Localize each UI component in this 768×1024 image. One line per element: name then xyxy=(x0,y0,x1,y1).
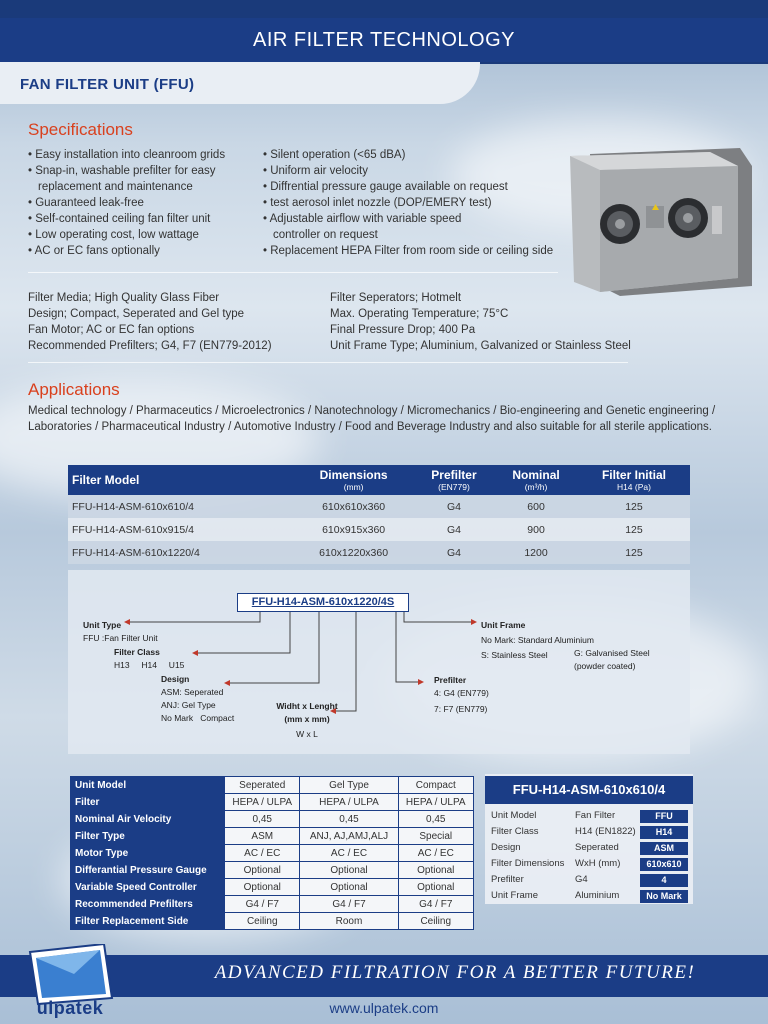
unit-frame-line: No Mark: Standard Aluminium xyxy=(481,635,594,645)
spec-value: AC / EC xyxy=(225,845,300,862)
example-desc: Fan Filter xyxy=(575,810,616,821)
prefilter-block xyxy=(434,674,489,716)
property-line: Filter Seperators; Hotmelt xyxy=(330,292,462,304)
unit-frame-title: Unit Frame xyxy=(481,620,526,630)
spec-table xyxy=(70,776,474,930)
cell-nominal: 600 xyxy=(494,495,578,518)
spec-label: Unit Model xyxy=(71,777,225,794)
unit-frame-extra-block xyxy=(574,647,650,673)
spec-value: ANJ, AJ,AMJ,ALJ xyxy=(300,828,398,845)
spec-row xyxy=(71,879,474,896)
spec-label: Motor Type xyxy=(71,845,225,862)
cell-dimensions: 610x610x360 xyxy=(293,495,413,518)
property-line: Recommended Prefilters; G4, F7 (EN779-2012) xyxy=(28,340,272,352)
logo-text: ulpatek xyxy=(36,998,104,1018)
spec-label: Recommended Prefilters xyxy=(71,896,225,913)
prefilter-title: Prefilter xyxy=(434,675,467,685)
unit-frame-line: G: Galvanised Steel xyxy=(574,648,650,658)
example-label: Prefilter xyxy=(491,874,524,885)
filter-class-block xyxy=(114,646,184,672)
spec-value: 0,45 xyxy=(225,811,300,828)
spec-value: Special xyxy=(398,828,474,845)
fan-filter-unit-image xyxy=(560,146,755,296)
design-title: Design xyxy=(161,674,190,684)
spec-label: Differantial Pressure Gauge xyxy=(71,862,225,879)
example-label: Design xyxy=(491,842,521,853)
bullet-item: controller on request xyxy=(273,229,378,241)
cell-dimensions: 610x1220x360 xyxy=(293,541,413,564)
example-desc: WxH (mm) xyxy=(575,858,621,869)
table-row xyxy=(68,518,690,541)
unit-frame-line: S: Stainless Steel xyxy=(481,650,548,660)
property-line: Design; Compact, Seperated and Gel type xyxy=(28,308,245,320)
example-label: Filter Dimensions xyxy=(491,858,565,869)
bullet-item: • AC or EC fans optionally xyxy=(28,245,160,257)
header-filter-model: Filter Model xyxy=(68,465,293,495)
page-subtitle: FAN FILTER UNIT (FFU) xyxy=(20,76,195,93)
spec-value: G4 / F7 xyxy=(225,896,300,913)
spec-label: Variable Speed Controller xyxy=(71,879,225,896)
spec-value: Ceiling xyxy=(225,913,300,930)
header-filter-initial: Filter Initial H14 (Pa) xyxy=(578,465,690,495)
example-title: FFU-H14-ASM-610x610/4 xyxy=(485,776,693,804)
specifications-heading: Specifications xyxy=(28,120,133,139)
spec-label: Filter Type xyxy=(71,828,225,845)
cell-nominal: 900 xyxy=(494,518,578,541)
example-desc: H14 (EN1822) xyxy=(575,826,636,837)
table-row xyxy=(68,541,690,564)
design-block xyxy=(161,673,234,725)
unit-type-line: FFU :Fan Filter Unit xyxy=(83,633,158,643)
spec-row xyxy=(71,913,474,930)
properties-left xyxy=(28,290,328,354)
bullet-item: • test aerosol inlet nozzle (DOP/EMERY test) xyxy=(263,197,492,209)
header-nominal: Nominal (m³/h) xyxy=(494,465,578,495)
spec-row xyxy=(71,777,474,794)
spec-value: HEPA / ULPA xyxy=(300,794,398,811)
cell-initial: 125 xyxy=(578,518,690,541)
design-line: ANJ: Gel Type xyxy=(161,700,216,710)
header-dimensions: Dimensions (mm) xyxy=(293,465,413,495)
spec-row xyxy=(71,828,474,845)
spec-value: Room xyxy=(300,913,398,930)
bullet-item: • Self-contained ceiling fan filter unit xyxy=(28,213,211,225)
applications-heading: Applications xyxy=(28,380,120,399)
property-line: Max. Operating Temperature; 75°C xyxy=(330,308,509,320)
spec-label: Filter Replacement Side xyxy=(71,913,225,930)
cell-dimensions: 610x915x360 xyxy=(293,518,413,541)
property-line: Unit Frame Type; Aluminium, Galvanized or Stainless Steel xyxy=(330,340,631,352)
example-code: No Mark xyxy=(640,890,688,903)
page-title: AIR FILTER TECHNOLOGY xyxy=(0,18,768,62)
unit-type-block xyxy=(83,619,158,645)
code-example: FFU-H14-ASM-610x1220/4S xyxy=(237,593,409,612)
spec-value: Optional xyxy=(300,879,398,896)
website-link[interactable]: www.ulpatek.com xyxy=(329,1000,439,1016)
spec-value: 0,45 xyxy=(300,811,398,828)
spec-label: Filter xyxy=(71,794,225,811)
spec-value: AC / EC xyxy=(398,845,474,862)
spec-value: Optional xyxy=(300,862,398,879)
spec-value: Optional xyxy=(225,879,300,896)
example-desc: G4 xyxy=(575,874,588,885)
bullet-item: • Replacement HEPA Filter from room side or ceiling side xyxy=(263,245,554,257)
spec-row xyxy=(71,896,474,913)
spec-label: Nominal Air Velocity xyxy=(71,811,225,828)
spec-row xyxy=(71,811,474,828)
spec-row xyxy=(71,845,474,862)
divider xyxy=(28,362,628,363)
cell-prefilter: G4 xyxy=(414,495,494,518)
bullet-item: • Uniform air velocity xyxy=(263,165,368,177)
example-label: Unit Model xyxy=(491,810,537,821)
cell-initial: 125 xyxy=(578,495,690,518)
cell-model: FFU-H14-ASM-610x1220/4 xyxy=(68,541,293,564)
spec-value: ASM xyxy=(225,828,300,845)
spec-value: G4 / F7 xyxy=(398,896,474,913)
dims-sub: (mm x mm) xyxy=(284,714,330,724)
cell-model: FFU-H14-ASM-610x915/4 xyxy=(68,518,293,541)
example-desc: Seperated xyxy=(575,842,619,853)
spec-value: Gel Type xyxy=(300,777,398,794)
bullet-item: • Diffrential pressure gauge available on request xyxy=(263,181,508,193)
spec-row xyxy=(71,794,474,811)
prefilter-line: 7: F7 (EN779) xyxy=(434,704,488,714)
bullet-item: • Silent operation (<65 dBA) xyxy=(263,149,406,161)
bullet-item: • Low operating cost, low wattage xyxy=(28,229,199,241)
filter-class-title: Filter Class xyxy=(114,647,160,657)
spec-value: Optional xyxy=(398,862,474,879)
bullet-item: • Adjustable airflow with variable speed xyxy=(263,213,462,225)
design-line: ASM: Seperated xyxy=(161,687,224,697)
prefilter-line: 4: G4 (EN779) xyxy=(434,688,489,698)
tagline: ADVANCED FILTRATION FOR A BETTER FUTURE! xyxy=(214,962,696,983)
example-code: 610x610 xyxy=(640,858,688,871)
spec-value: Compact xyxy=(398,777,474,794)
specifications-bullets-right xyxy=(263,147,563,259)
properties-right xyxy=(330,290,750,354)
specifications-bullets-left xyxy=(28,147,258,259)
example-code: 4 xyxy=(640,874,688,887)
dims-title: Widht x Lenght xyxy=(276,701,338,711)
dimensions-block xyxy=(262,700,352,741)
spec-row xyxy=(71,862,474,879)
spec-value: Ceiling xyxy=(398,913,474,930)
cell-nominal: 1200 xyxy=(494,541,578,564)
cell-model: FFU-H14-ASM-610x610/4 xyxy=(68,495,293,518)
spec-value: 0,45 xyxy=(398,811,474,828)
property-line: Final Pressure Drop; 400 Pa xyxy=(330,324,476,336)
spec-value: AC / EC xyxy=(300,845,398,862)
applications-text: Medical technology / Pharmaceutics / Microelectronics / Nanotechnology / Micromechanics / Bio-engineering and Genetic engineering / Laboratories / Pharmaceutical Industry / Automotive Industry / Food and Beverage Industry and also suitable for all sterile applications. xyxy=(28,405,716,433)
spec-value: Seperated xyxy=(225,777,300,794)
cell-initial: 125 xyxy=(578,541,690,564)
example-code: ASM xyxy=(640,842,688,855)
design-line: No Mark Compact xyxy=(161,713,235,723)
example-desc: Aluminium xyxy=(575,890,620,901)
header-prefilter: Prefilter (EN779) xyxy=(414,465,494,495)
cell-prefilter: G4 xyxy=(414,541,494,564)
example-code: FFU xyxy=(640,810,688,823)
divider xyxy=(28,272,558,273)
spec-value: Optional xyxy=(225,862,300,879)
models-table xyxy=(68,465,690,564)
property-line: Fan Motor; AC or EC fan options xyxy=(28,324,195,336)
spec-value: HEPA / ULPA xyxy=(225,794,300,811)
bullet-item: • Snap-in, washable prefilter for easy xyxy=(28,165,216,177)
example-label: Filter Class xyxy=(491,826,539,837)
bullet-item: replacement and maintenance xyxy=(38,181,193,193)
bullet-item: • Guaranteed leak-free xyxy=(28,197,144,209)
table-row xyxy=(68,495,690,518)
property-line: Filter Media; High Quality Glass Fiber xyxy=(28,292,220,304)
bullet-item: • Easy installation into cleanroom grids xyxy=(28,149,226,161)
filter-class-line: H13 H14 U15 xyxy=(114,660,185,670)
spec-value: Optional xyxy=(398,879,474,896)
spec-value: G4 / F7 xyxy=(300,896,398,913)
unit-type-title: Unit Type xyxy=(83,620,122,630)
cell-prefilter: G4 xyxy=(414,518,494,541)
dims-line: W x L xyxy=(296,729,318,739)
example-label: Unit Frame xyxy=(491,890,538,901)
spec-value: HEPA / ULPA xyxy=(398,794,474,811)
unit-frame-line: (powder coated) xyxy=(574,661,636,671)
example-code: H14 xyxy=(640,826,688,839)
